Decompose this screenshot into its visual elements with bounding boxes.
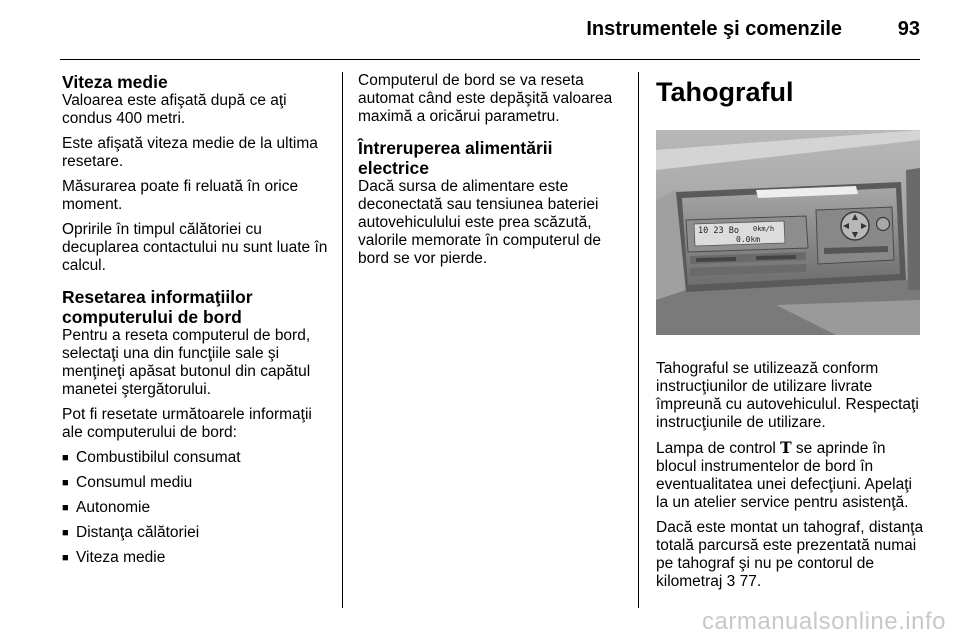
header-divider — [60, 59, 920, 60]
watermark: carmanualsonline.info — [702, 608, 946, 635]
column-divider-1 — [342, 72, 343, 608]
page-header — [0, 0, 960, 60]
list-item: ■ Viteza medie — [62, 549, 166, 566]
list-item: ■ Consumul mediu — [62, 474, 193, 491]
paragraph: Este afişată viteza medie de la ultima resetare. — [62, 135, 318, 170]
paragraph: Pot fi resetate următoarele informaţii ale computerului de bord: — [62, 406, 312, 441]
heading-viteza-medie: Viteza medie — [62, 72, 168, 92]
page-reference-icon: 3 — [726, 573, 736, 590]
column-2 — [358, 72, 628, 275]
tachograph-warning-icon: T — [780, 438, 792, 457]
bullet-icon: ■ — [62, 477, 69, 489]
paragraph: Computerul de bord se va reseta automat când este depăşită valoarea maximă a oricărui parametru. — [358, 72, 613, 125]
display-line-2: 0.0km — [736, 235, 761, 244]
column-divider-2 — [638, 72, 639, 608]
paragraph: Dacă este montat un tahograf, distanţa totală parcursă este prezentată numai pe tahograf şi nu pe contorul de kilometraj 3 77. — [656, 519, 924, 590]
chapter-title: Instrumentele şi comenzile — [586, 18, 842, 40]
heading-resetarea: Resetarea informaţiilor computerului de bord — [62, 287, 253, 327]
list-item: ■ Distanţa călătoriei — [62, 524, 200, 541]
paragraph: Opririle în timpul călătoriei cu decuplarea contactului nu sunt luate în calcul. — [62, 221, 328, 274]
display-line-1: 10 23 Bo — [698, 226, 739, 236]
list-item: ■ Autonomie — [62, 499, 151, 516]
bullet-icon: ■ — [62, 502, 69, 514]
paragraph: Lampa de control T se aprinde în blocul instrumentelor de bord în eventualitatea unei defecţiuni. Apelaţi la un atelier service pentru asistenţă. — [656, 438, 912, 511]
tachograph-illustration — [656, 130, 920, 335]
paragraph: Tahograful se utilizează conform instrucţiunilor de utilizare livrate împreună cu autovehiculul. Respectaţi instrucţiunile de utilizare. — [656, 360, 919, 431]
column-1 — [62, 72, 330, 574]
display-unit-1: 0km/h — [753, 225, 775, 233]
paragraph: Măsurarea poate fi reluată în orice moment. — [62, 178, 299, 213]
paragraph: Valoarea este afişată după ce aţi condus 400 metri. — [62, 92, 287, 127]
heading-intreruperea: Întreruperea alimentării electrice — [358, 138, 553, 178]
bullet-icon: ■ — [62, 527, 69, 539]
paragraph: Pentru a reseta computerul de bord, selectaţi una din funcţiile sale şi menţineţi apăsat butonul din capătul manetei ştergătorului. — [62, 327, 311, 398]
heading-tahograful: Tahograful — [656, 77, 794, 107]
bullet-icon: ■ — [62, 452, 69, 464]
page-number: 93 — [897, 18, 920, 40]
reset-list — [62, 449, 330, 567]
list-item: ■ Combustibilul consumat — [62, 449, 241, 466]
bullet-icon: ■ — [62, 552, 69, 564]
paragraph: Dacă sursa de alimentare este deconectată sau tensiunea bateriei autovehiculului este prea scăzută, valorile memorate în computerul de bord se vor pierde. — [358, 178, 601, 267]
column-3 — [656, 72, 926, 598]
